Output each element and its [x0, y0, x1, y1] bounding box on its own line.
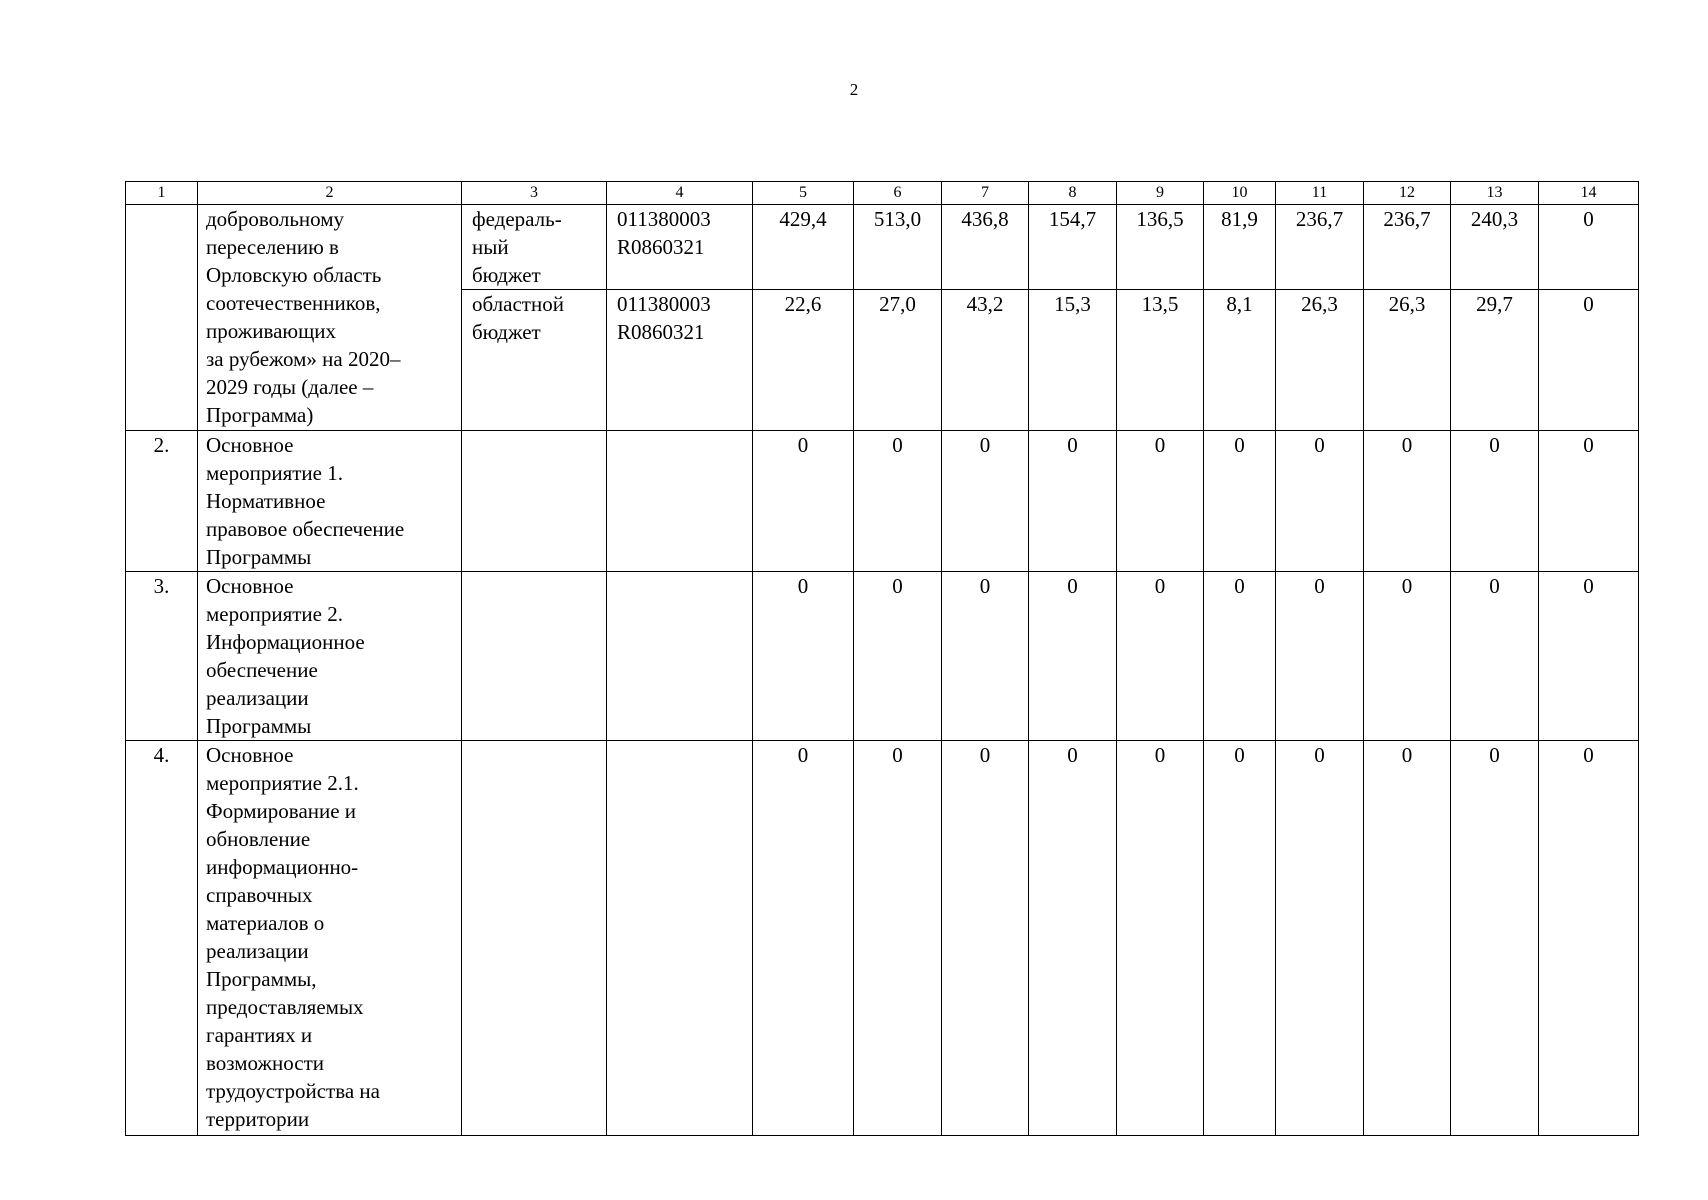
- column-number: 8: [1029, 182, 1117, 205]
- budget-code-cell: 011380003 R0860321: [607, 290, 753, 431]
- column-number: 1: [126, 182, 198, 205]
- program-name-cell: добровольному переселению в Орловскую область соотечественников, проживающих за рубежом» на 2020– 2029 годы (далее – Программа): [198, 205, 462, 431]
- row-index-cell: 2.: [126, 431, 198, 572]
- funding-source-cell: областной бюджет: [462, 290, 607, 431]
- value-cell: 0: [942, 572, 1029, 741]
- value-cell: 429,4: [753, 205, 854, 290]
- table-row-federal-budget: [126, 205, 1639, 290]
- value-cell: 0: [854, 572, 942, 741]
- column-number: 6: [854, 182, 942, 205]
- column-number: 11: [1276, 182, 1364, 205]
- value-cell: 0: [1364, 572, 1451, 741]
- value-cell: 22,6: [753, 290, 854, 431]
- value-cell: 0: [1204, 741, 1276, 1136]
- table-row: [126, 572, 1639, 741]
- funding-source-cell: федераль- ный бюджет: [462, 205, 607, 290]
- budget-code-cell: 011380003 R0860321: [607, 205, 753, 290]
- value-cell: 0: [753, 572, 854, 741]
- value-cell: 0: [753, 431, 854, 572]
- value-cell: 0: [1117, 572, 1204, 741]
- table-row: [126, 431, 1639, 572]
- value-cell: 436,8: [942, 205, 1029, 290]
- value-cell: 0: [1451, 741, 1539, 1136]
- value-cell: 240,3: [1451, 205, 1539, 290]
- value-cell: 13,5: [1117, 290, 1204, 431]
- value-cell: 0: [1204, 572, 1276, 741]
- value-cell: 136,5: [1117, 205, 1204, 290]
- funding-source-cell: [462, 572, 607, 741]
- column-number: 7: [942, 182, 1029, 205]
- column-number: 9: [1117, 182, 1204, 205]
- column-number: 14: [1539, 182, 1639, 205]
- activity-name-cell: Основное мероприятие 2.1. Формирование и обновление информационно- справочных материалов о реализации Программы, предоставляемых гарантиях и возможности трудоустройства на территории: [198, 741, 462, 1136]
- budget-code-cell: [607, 572, 753, 741]
- value-cell: 0: [1539, 431, 1639, 572]
- value-cell: 0: [942, 431, 1029, 572]
- value-cell: 0: [1539, 205, 1639, 290]
- column-number: 5: [753, 182, 854, 205]
- table-row: [126, 741, 1639, 1136]
- funding-source-cell: [462, 431, 607, 572]
- value-cell: 0: [854, 431, 942, 572]
- value-cell: 27,0: [854, 290, 942, 431]
- value-cell: 0: [1364, 741, 1451, 1136]
- value-cell: 43,2: [942, 290, 1029, 431]
- row-index-cell: [126, 205, 198, 431]
- value-cell: 0: [1539, 290, 1639, 431]
- value-cell: 236,7: [1364, 205, 1451, 290]
- value-cell: 26,3: [1276, 290, 1364, 431]
- activity-name-cell: Основное мероприятие 2. Информационное обеспечение реализации Программы: [198, 572, 462, 741]
- budget-code-cell: [607, 431, 753, 572]
- value-cell: 29,7: [1451, 290, 1539, 431]
- value-cell: 0: [1117, 741, 1204, 1136]
- value-cell: 0: [1029, 431, 1117, 572]
- value-cell: 0: [1029, 741, 1117, 1136]
- value-cell: 236,7: [1276, 205, 1364, 290]
- column-number: 4: [607, 182, 753, 205]
- budget-code-cell: [607, 741, 753, 1136]
- activity-name-cell: Основное мероприятие 1. Нормативное правовое обеспечение Программы: [198, 431, 462, 572]
- value-cell: 0: [1451, 431, 1539, 572]
- page-number: 2: [849, 80, 859, 99]
- funding-source-cell: [462, 741, 607, 1136]
- value-cell: 0: [1539, 741, 1639, 1136]
- row-index-cell: 4.: [126, 741, 198, 1136]
- column-number: 10: [1204, 182, 1276, 205]
- value-cell: 0: [942, 741, 1029, 1136]
- column-number-row: [126, 182, 1639, 205]
- value-cell: 15,3: [1029, 290, 1117, 431]
- value-cell: 0: [1276, 741, 1364, 1136]
- value-cell: 0: [1276, 431, 1364, 572]
- value-cell: 0: [1117, 431, 1204, 572]
- row-index-cell: 3.: [126, 572, 198, 741]
- column-number: 2: [198, 182, 462, 205]
- column-number: 12: [1364, 182, 1451, 205]
- value-cell: 0: [1204, 431, 1276, 572]
- value-cell: 26,3: [1364, 290, 1451, 431]
- value-cell: 0: [753, 741, 854, 1136]
- value-cell: 0: [1276, 572, 1364, 741]
- value-cell: 0: [1539, 572, 1639, 741]
- value-cell: 0: [854, 741, 942, 1136]
- value-cell: 513,0: [854, 205, 942, 290]
- budget-table: [125, 181, 1639, 1136]
- column-number: 3: [462, 182, 607, 205]
- value-cell: 0: [1029, 572, 1117, 741]
- value-cell: 8,1: [1204, 290, 1276, 431]
- value-cell: 0: [1451, 572, 1539, 741]
- value-cell: 154,7: [1029, 205, 1117, 290]
- value-cell: 81,9: [1204, 205, 1276, 290]
- value-cell: 0: [1364, 431, 1451, 572]
- column-number: 13: [1451, 182, 1539, 205]
